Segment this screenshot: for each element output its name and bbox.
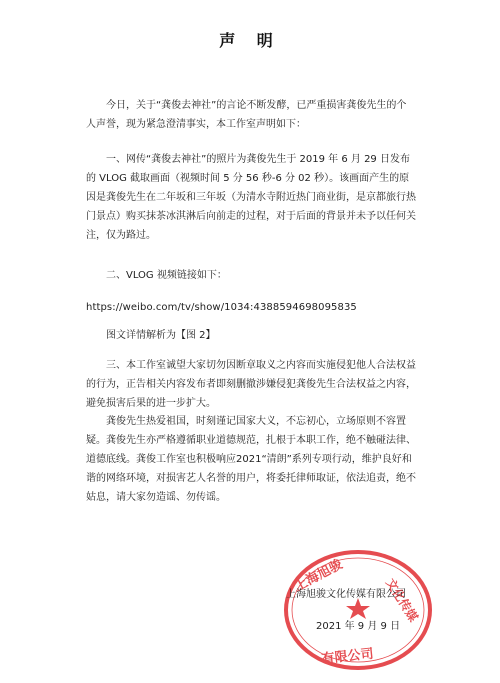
svg-text:文化传媒: 文化传媒: [383, 575, 421, 625]
figure-note: 图文详情解析为【图 2】: [106, 330, 216, 341]
section-3-paragraph: 三、本工作室诚望大家切勿因断章取义之内容而实施侵犯他人合法权益的行为，正告相关内容发布者即刻删撤涉嫌侵犯龚俊先生合法权益之内容，避免损害后果的进一步扩大。: [86, 360, 416, 409]
svg-text:有限公司: 有限公司: [321, 646, 375, 668]
vlog-link[interactable]: https://weibo.com/tv/show/1034:4388594698095835: [86, 302, 357, 313]
closing-paragraph: 龚俊先生热爱祖国，时刻谨记国家大义，不忘初心，立场原则不容置疑。龚俊先生亦严格遵循职业道德规范，扎根于本职工作，绝不触碰法律、道德底线。龚俊工作室也积极响应2021“清朗”系列专项行动，维护良好和谐的网络环境，对损害艺人名誉的用户，将委托律师取证，依法追责，绝不姑息，请大家勿造谣、勿传谣。: [86, 416, 416, 503]
signature-company: 上海旭骏文化传媒有限公司: [286, 589, 406, 600]
section-1-paragraph: 一、网传“龚俊去神社”的照片为龚俊先生于 2019 年 6 月 29 日发布的 VLOG 截取画面（视频时间 5 分 56 秒-6 分 02 秒）。该画面产生的原因是龚俊先生在二年坂和三年坂（为清水寺附近热门商业街，是京都旅行热门景点）购买抹茶冰淇淋后向前走的过程，对于后面的背景并未予以任何关注，仅为路过。: [86, 154, 416, 241]
company-seal: [282, 548, 434, 672]
intro-paragraph: 今日，关于“龚俊去神社”的言论不断发酵，已严重损害龚俊先生的个人声誉，现为紧急澄清事实，本工作室声明如下：: [86, 100, 407, 130]
document-title: 声 明: [219, 31, 281, 50]
svg-text:上海旭骏: 上海旭骏: [292, 557, 346, 595]
section-2-heading: 二、VLOG 视频链接如下：: [106, 270, 227, 281]
signature-date: 2021 年 9 月 9 日: [316, 621, 401, 632]
